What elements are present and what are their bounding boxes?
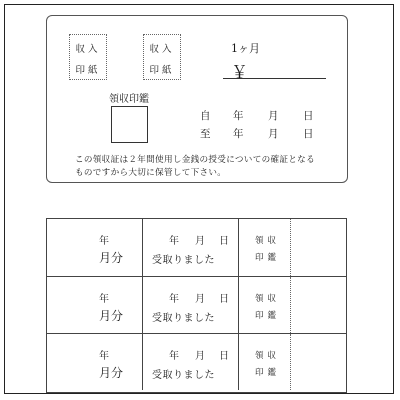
column-divider xyxy=(238,277,239,333)
row-received: 受取りました xyxy=(152,313,215,324)
receipt-record-table xyxy=(46,218,347,393)
row-date-year: 年 xyxy=(169,351,179,362)
revenue-stamp-box-left xyxy=(69,34,107,80)
notice-text xyxy=(75,154,315,180)
table-row xyxy=(47,219,346,276)
to-label: 至 xyxy=(200,128,211,140)
row-seal-top: 領収 xyxy=(255,294,281,304)
revenue-stamp-box-right xyxy=(143,34,181,80)
row-seal-bottom: 印鑑 xyxy=(255,253,281,263)
from-month: 月 xyxy=(268,110,279,122)
row-received: 受取りました xyxy=(152,255,215,266)
column-divider-dotted xyxy=(290,334,291,390)
stamp-label-bottom: 印紙 xyxy=(75,65,101,76)
row-date-month: 月 xyxy=(195,294,205,305)
row-month-share: 月分 xyxy=(99,366,124,380)
stamp-label-bottom: 印紙 xyxy=(149,65,175,76)
row-seal-bottom: 印鑑 xyxy=(255,368,281,378)
notice-line-2: ものですから大切に保管して下さい。 xyxy=(75,168,227,178)
column-divider xyxy=(142,277,143,333)
from-day: 日 xyxy=(303,110,314,122)
row-date-year: 年 xyxy=(169,294,179,305)
table-row xyxy=(47,333,346,390)
seal-box xyxy=(111,106,148,143)
row-seal-bottom: 印鑑 xyxy=(255,311,281,321)
stamp-label-top: 収入 xyxy=(75,44,101,55)
column-divider xyxy=(142,334,143,390)
amount-line xyxy=(223,78,326,79)
row-received: 受取りました xyxy=(152,370,215,381)
seal-label: 領収印鑑 xyxy=(109,94,149,105)
row-year: 年 xyxy=(99,236,109,247)
to-day: 日 xyxy=(303,128,314,140)
row-seal-top: 領収 xyxy=(255,236,281,246)
column-divider xyxy=(142,219,143,276)
row-year: 年 xyxy=(99,351,109,362)
row-date-day: 日 xyxy=(219,351,229,362)
period-label: 1ヶ月 xyxy=(231,42,260,55)
row-seal-top: 領収 xyxy=(255,351,281,361)
receipt-card xyxy=(46,15,348,183)
column-divider-dotted xyxy=(290,277,291,333)
notice-line-1: この領収証は２年間使用し金銭の授受についての確証となる xyxy=(75,155,315,165)
row-date-year: 年 xyxy=(169,236,179,247)
row-date-month: 月 xyxy=(195,236,205,247)
to-month: 月 xyxy=(268,128,279,140)
row-date-day: 日 xyxy=(219,294,229,305)
to-year: 年 xyxy=(233,128,244,140)
table-row xyxy=(47,276,346,333)
row-year: 年 xyxy=(99,294,109,305)
row-date-day: 日 xyxy=(219,236,229,247)
from-year: 年 xyxy=(233,110,244,122)
row-month-share: 月分 xyxy=(99,251,124,265)
column-divider-dotted xyxy=(290,219,291,276)
column-divider xyxy=(238,334,239,390)
row-date-month: 月 xyxy=(195,351,205,362)
from-label: 自 xyxy=(200,110,211,122)
yen-sign: ￥ xyxy=(231,63,248,83)
row-month-share: 月分 xyxy=(99,309,124,323)
column-divider xyxy=(238,219,239,276)
stamp-label-top: 収入 xyxy=(149,44,175,55)
